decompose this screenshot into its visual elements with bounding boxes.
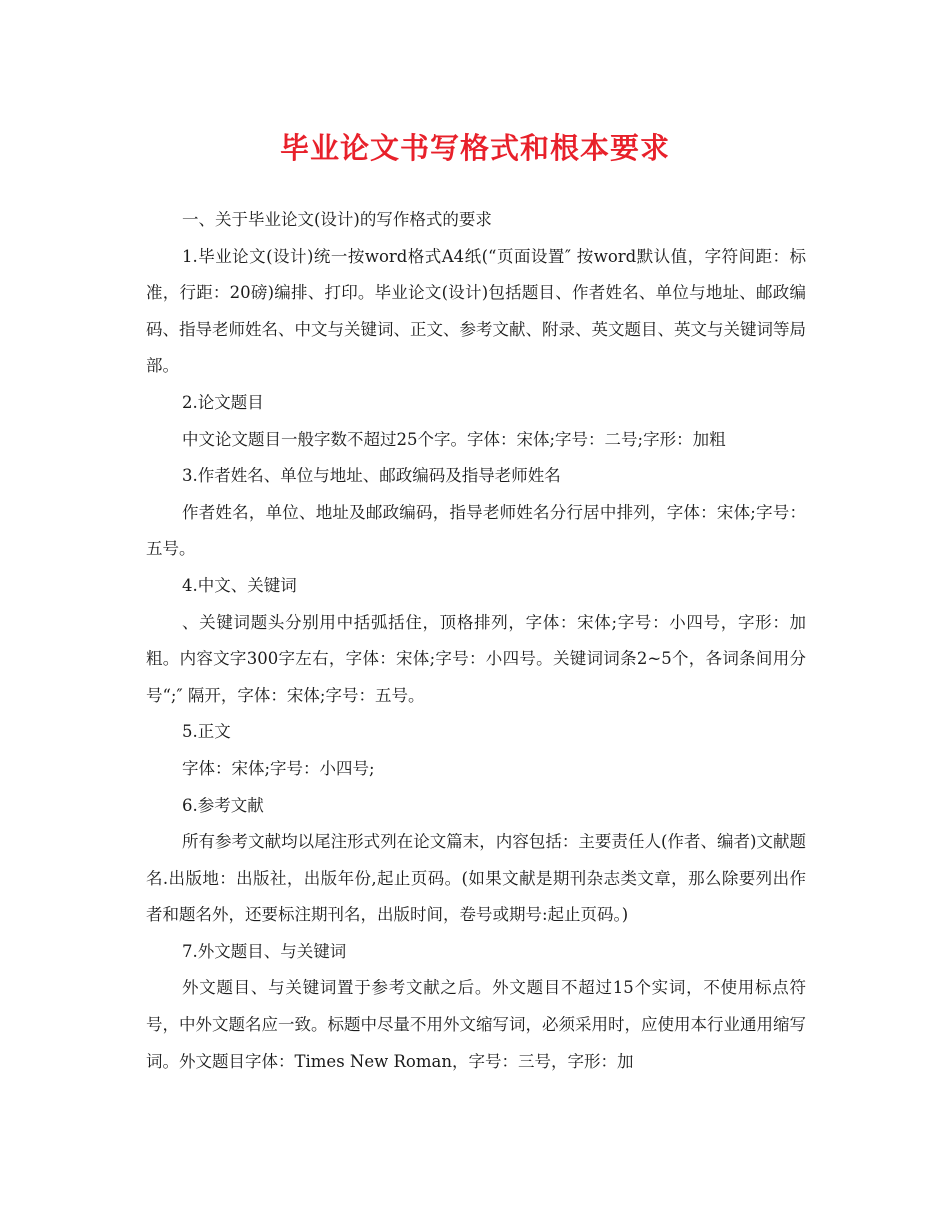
heading-paper-title: 2.论文题目 [182,392,264,412]
heading-references: 6.参考文献 [182,795,264,815]
paragraph-general-format: 1.毕业论文(设计)统一按word格式A4纸(“页面设置″ 按word默认值，字符间距：标准，行距：20磅)编排、打印。毕业论文(设计)包括题目、作者姓名、单位与地址、邮政编码、指导老师姓名、中文与关键词、正文、参考文献、附录、英文题目、英文与关键词等局部。 [146,246,806,376]
heading-main-text: 5.正文 [182,722,231,742]
document-body [146,202,806,1080]
heading-abstract-keywords: 4.中文、关键词 [182,575,297,595]
paragraph-references: 所有参考文献均以尾注形式列在论文篇末，内容包括：主要责任人(作者、编者)文献题名.出版地：出版社，出版年份,起止页码。(如果文献是期刊杂志类文章，那么除要列出作者和题名外，还要标注期刊名，出版时间，卷号或期号:起止页码。) [146,832,806,925]
paragraph-author-info: 作者姓名，单位、地址及邮政编码，指导老师姓名分行居中排列，字体：宋体;字号：五号。 [146,502,806,559]
heading-foreign-title: 7.外文题目、与关键词 [182,941,347,961]
paragraph-paper-title: 中文论文题目一般字数不超过25个字。字体：宋体;字号：二号;字形：加粗 [182,429,726,449]
document-title: 毕业论文书写格式和根本要求 [279,131,670,165]
heading-author-info: 3.作者姓名、单位与地址、邮政编码及指导老师姓名 [182,466,561,486]
paragraph-main-text: 字体：宋体;字号：小四号; [182,758,375,778]
paragraph-foreign-title: 外文题目、与关键词置于参考文献之后。外文题目不超过15个实词，不使用标点符号，中外文题名应一致。标题中尽量不用外文缩写词，必须采用时，应使用本行业通用缩写词。外文题目字体：Times New Roman，字号：三号，字形：加 [146,978,806,1071]
paragraph-abstract-keywords: 、关键词题头分别用中括弧括住，顶格排列，字体：宋体;字号：小四号，字形：加粗。内容文字300字左右，字体：宋体;字号：小四号。关键词词条2~5个，各词条间用分号“;″ 隔开，字体：宋体;字号：五号。 [146,612,806,705]
section-heading-format-requirements: 一、关于毕业论文(设计)的写作格式的要求 [182,210,492,229]
